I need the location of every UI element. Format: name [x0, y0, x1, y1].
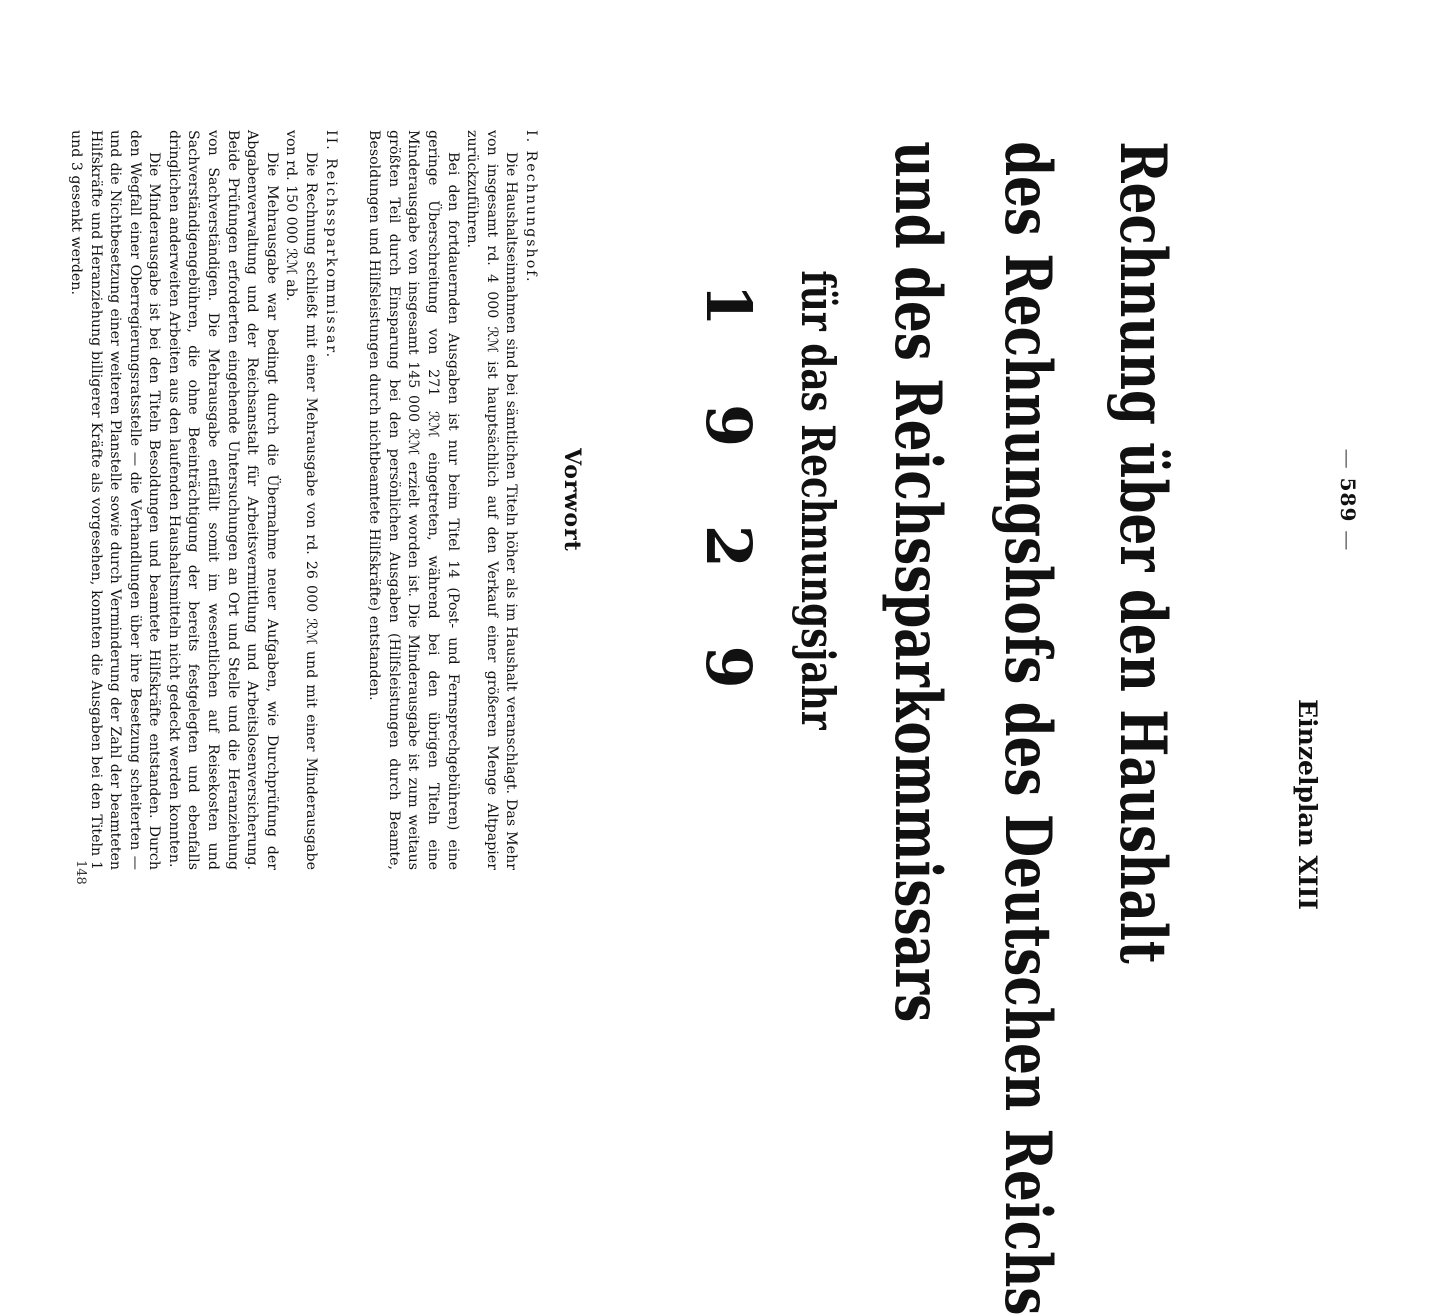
dash-left: —: [1336, 448, 1360, 470]
vorwort-body: [65, 130, 540, 870]
dash-right: —: [1336, 530, 1360, 552]
title-line-2: des Rechnungshofs des Deutschen Reichs: [990, 141, 1065, 1316]
vorwort-heading: Vorwort: [559, 448, 585, 552]
section-1-title: I. Rechnungshof.: [523, 130, 539, 284]
title-line-1: Rechnung über den Haushalt: [1105, 141, 1180, 964]
section-1-paragraph-2: Bei den fortdauernden Ausgaben ist nur beim Titel 14 (Post- und Fernsprechgebühren) eine geringe Überschreitung von 271 ℛℳ eingetreten, während bei den übrigen Titeln eine Minderausgabe von insgesamt 145 000 ℛℳ erzielt worden ist. Die Minderausgabe ist zum weitaus größten Teil durch Einsparung bei den persönlichen Ausgaben (Hilfsleistungen durch Beamte, Besoldungen und Hilfsleistungen durch nichtbeamtete Hilfskräfte) entstanden.: [366, 130, 461, 870]
section-2-title: II. Reichssparkommissar.: [322, 130, 339, 360]
section-2-paragraph-2: Die Mehrausgabe war bedingt durch die Übernahme neuer Aufgaben, wie Durchprüfung der Abgabenverwaltung und der Reichsanstalt für Arbeitsvermittlung und Arbeitslosenversicherung. Beide Prüfungen erforderten eingehende Untersuchungen an Ort und Stelle und die Heranziehung von Sachverständigen. Die Mehrausgabe entfällt somit im wesentlichen auf Reisekosten und Sachverständigengebühren, die ohne Beeinträchtigung der bereits festgelegten und ebenfalls dringlichen anderweiten Arbeiten aus den laufenden Haushaltsmitteln nicht gedeckt werden konnten.: [165, 130, 280, 870]
page-number-line: [1336, 0, 1360, 1000]
section-1-paragraph-1: Die Haushaltseinnahmen sind bei sämtlichen Titeln höher als im Haushalt veranschlagt. Das Mehr von insgesamt rd. 4 000 ℛℳ ist hauptsächlich auf den Verkauf einer größeren Menge Altpapier zurückzuführen.: [464, 130, 520, 870]
section-2-paragraph-3: Die Minderausgabe ist bei den Titeln Besoldungen und beamtete Hilfskräfte entstanden. Durch den Wegfall einer Oberregierungsratsstelle — die Verhandlungen über ihre Besetzung scheiterten — und die Nichtbesetzung einer weiteren Planstelle sowie durch Verminderung der Zahl der beamteten Hilfskräfte und Heranziehung billigerer Kräfte als vorgesehen, konnten die Ausgaben bei den Titeln 1 und 3 gesenkt werden.: [67, 130, 163, 870]
title-line-3: und des Reichssparkommissars: [880, 141, 955, 1023]
footer-number: 148: [73, 860, 88, 885]
page-number: 589: [1336, 477, 1360, 523]
einzelplan-label: Einzelplan XIII: [1293, 699, 1322, 910]
title-year: 1 9 2 9: [692, 283, 765, 717]
title-line-4: für das Rechnungsjahr: [791, 270, 845, 730]
section-2-paragraph-1: Die Rechnung schließt mit einer Mehrausgabe von rd. 26 000 ℛℳ und mit einer Minderausgabe von rd. 150 000 ℛℳ ab.: [283, 130, 320, 870]
